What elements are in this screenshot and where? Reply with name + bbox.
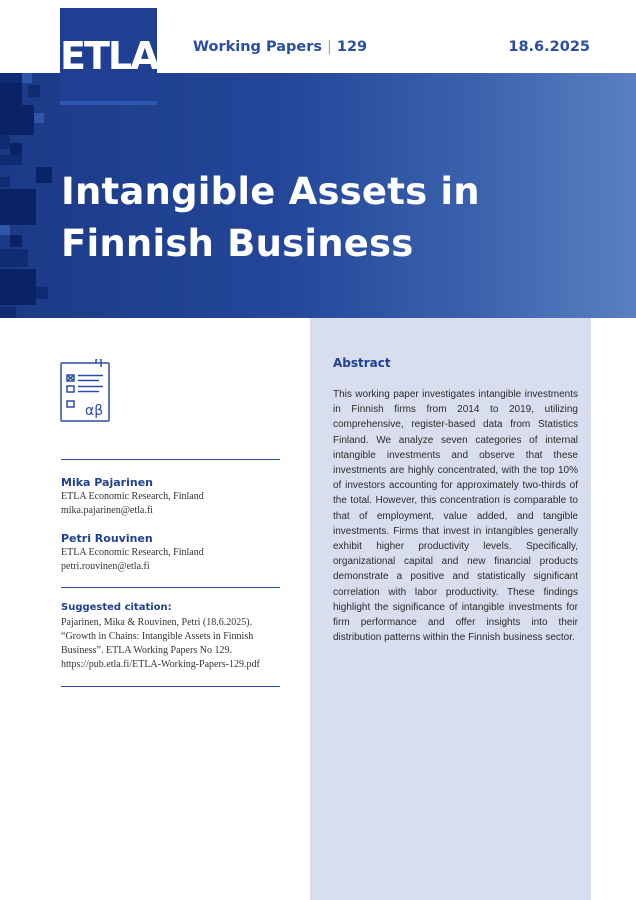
author-block: [61, 476, 301, 518]
decor-square: [0, 177, 10, 187]
divider: [61, 587, 280, 588]
author-email[interactable]: mika.pajarinen@etla.fi: [61, 505, 153, 516]
decor-square: [0, 269, 36, 305]
author-affiliation: ETLA Economic Research, Finland: [61, 547, 204, 558]
author-name: Mika Pajarinen: [61, 476, 153, 489]
publication-date: 18.6.2025: [508, 39, 590, 55]
divider: [61, 686, 280, 687]
abstract-heading: Abstract: [333, 356, 391, 370]
citation-line: Business”. ETLA Working Papers No 129.: [61, 645, 232, 656]
logo-text: ETLA: [60, 34, 158, 78]
decor-square: [0, 225, 10, 235]
author-block: [61, 532, 301, 574]
decor-square: [0, 307, 16, 318]
abstract-panel: [310, 318, 591, 900]
etla-logo[interactable]: [60, 8, 157, 105]
title-line-1: Intangible Assets in: [61, 170, 480, 213]
author-name: Petri Rouvinen: [61, 532, 153, 545]
decor-square: [12, 73, 22, 83]
decor-square: [36, 167, 52, 183]
series-label: [193, 39, 367, 55]
author-affiliation: ETLA Economic Research, Finland: [61, 491, 204, 502]
decor-square: [10, 143, 22, 155]
series-name: Working Papers: [193, 39, 322, 55]
decor-square: [0, 83, 22, 105]
decor-square: [0, 105, 34, 135]
svg-text:αβ: αβ: [85, 403, 104, 419]
decor-square: [34, 113, 44, 123]
citation-url[interactable]: https://pub.etla.fi/ETLA-Working-Papers-129.pdf: [61, 659, 260, 670]
author-email[interactable]: petri.rouvinen@etla.fi: [61, 561, 150, 572]
decor-square: [0, 73, 12, 83]
decor-square: [10, 235, 22, 247]
decor-square: [0, 189, 36, 225]
suggested-citation: [61, 601, 293, 672]
decor-square: [22, 73, 32, 83]
decor-square: [0, 249, 28, 267]
title-line-2: Finnish Business: [61, 222, 414, 265]
decor-square: [0, 155, 22, 165]
citation-heading: Suggested citation:: [61, 602, 172, 613]
document-alpha-beta-icon: [59, 359, 113, 425]
abstract-text: This working paper investigates intangible investments in Finnish firms from 2014 to 2019, utilizing comprehensive, register-based data from Statistics Finland. We analyze seven categories of internal intangible investments and observe that these investments are highly concentrated, with the top 10% of investors accounting for approximately two-thirds of the total. However, this concentration is comparable to that of employment, value added, and tangible investments. Firms that invest in intangibles generally exhibit higher productivity levels. Specifically, organizational capital and new financial products demonstrate a positive and statistically significant correlation with labor productivity. These findings highlight the significance of intangible investments for firm performance and offer insights into their distribution patterns within the Finnish business sector.: [333, 389, 578, 644]
divider: [61, 459, 280, 460]
citation-line: “Growth in Chains: Intangible Assets in Finnish: [61, 631, 254, 642]
decor-square: [36, 287, 48, 299]
decor-square: [28, 85, 40, 97]
series-number: 129: [336, 39, 368, 55]
decor-square: [0, 135, 10, 149]
separator: |: [326, 39, 332, 55]
citation-line: Pajarinen, Mika & Rouvinen, Petri (18.6.2025).: [61, 617, 253, 628]
page-title: [61, 166, 531, 270]
